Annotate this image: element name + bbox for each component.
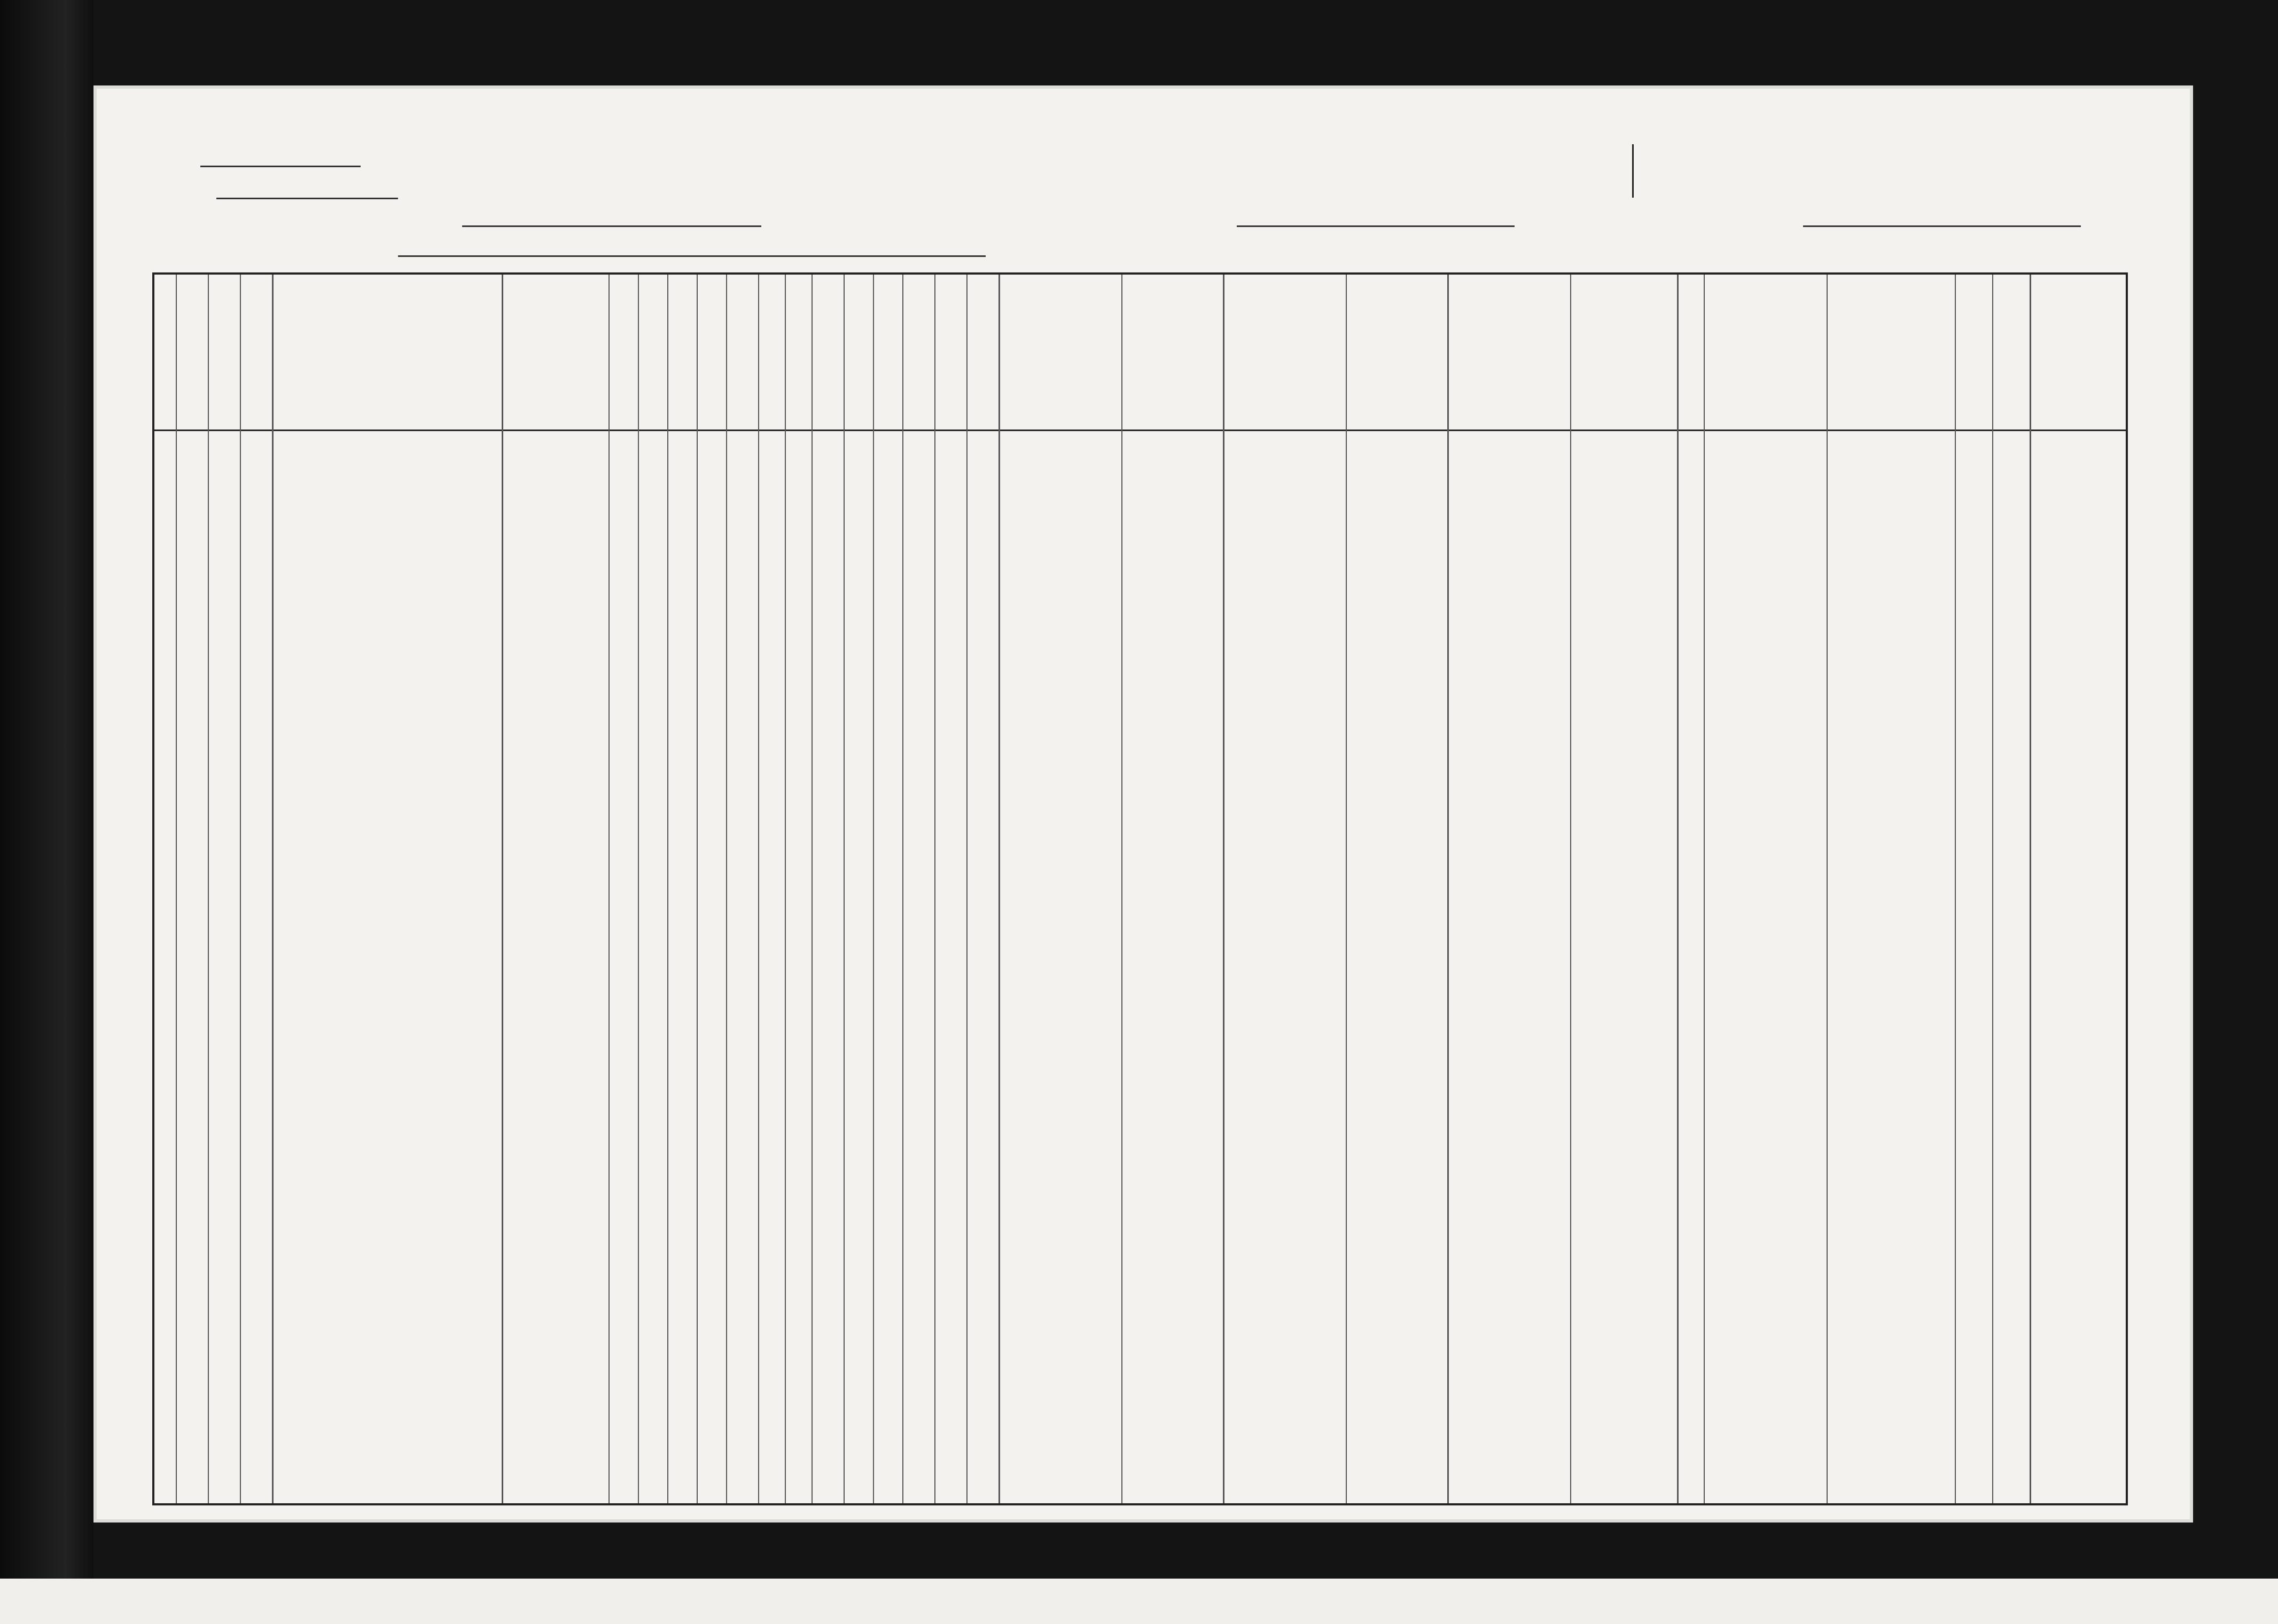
film-edge-kodak: [2171, 43, 2257, 1485]
census-table: [152, 272, 2128, 1505]
column-header-band: [154, 275, 2126, 431]
film-edge-left: [0, 0, 93, 1624]
film-edge-bottom: [0, 1579, 2278, 1624]
census-sheet: [93, 85, 2193, 1522]
